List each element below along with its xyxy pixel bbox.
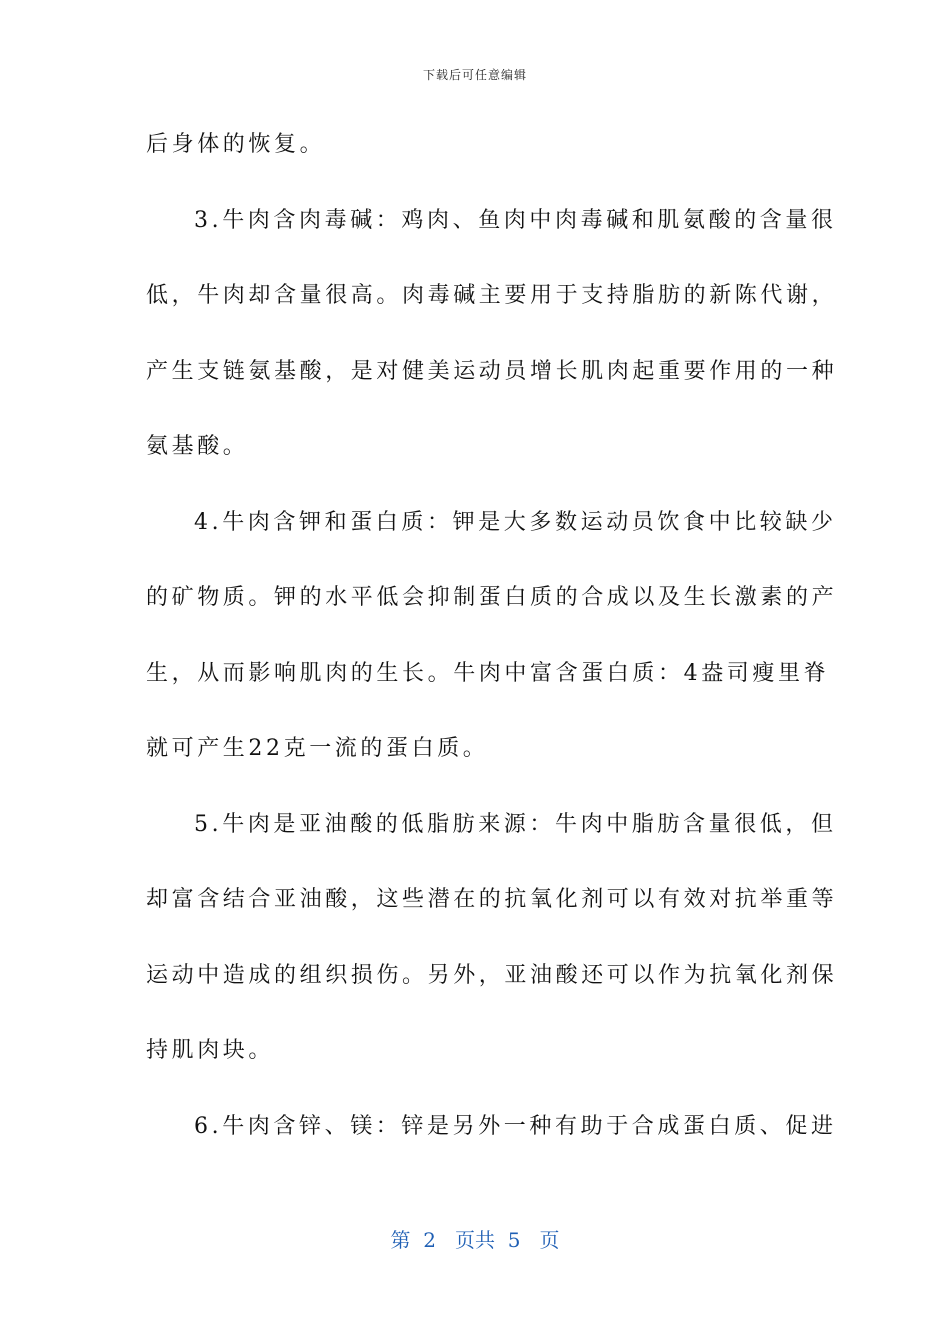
- text-line: 生，从而影响肌肉的生长。牛肉中富含蛋白质：4盎司瘦里脊: [146, 660, 830, 686]
- text-line: 的矿物质。钾的水平低会抑制蛋白质的合成以及生长激素的产: [146, 585, 838, 610]
- text-line: 5.牛肉是亚油酸的低脂肪来源：牛肉中脂肪含量很低，但: [194, 811, 837, 837]
- text-line: 产生支链氨基酸，是对健美运动员增长肌肉起重要作用的一种: [146, 358, 838, 384]
- text-line: 4.牛肉含钾和蛋白质：钾是大多数运动员饮食中比较缺少: [194, 509, 837, 535]
- text-line: 运动中造成的组织损伤。另外，亚油酸还可以作为抗氧化剂保: [146, 962, 838, 988]
- page-footer: 第 2 页共 5 页: [390, 1228, 560, 1252]
- text-line: 3.牛肉含肉毒碱：鸡肉、鱼肉中肉毒碱和肌氨酸的含量很: [194, 207, 837, 233]
- text-line: 低，牛肉却含量很高。肉毒碱主要用于支持脂肪的新陈代谢，: [146, 283, 838, 308]
- text-line: 就可产生22克一流的蛋白质。: [146, 736, 489, 761]
- text-line: 6.牛肉含锌、镁：锌是另外一种有助于合成蛋白质、促进: [194, 1113, 837, 1139]
- text-line: 氨基酸。: [146, 434, 249, 459]
- text-line: 却富含结合亚油酸，这些潜在的抗氧化剂可以有效对抗举重等: [146, 887, 838, 912]
- text-line: 持肌肉块。: [146, 1038, 275, 1063]
- text-line: 后身体的恢复。: [146, 132, 326, 157]
- page-header: 下载后可任意编辑: [422, 68, 527, 82]
- document-body: [146, 122, 838, 1179]
